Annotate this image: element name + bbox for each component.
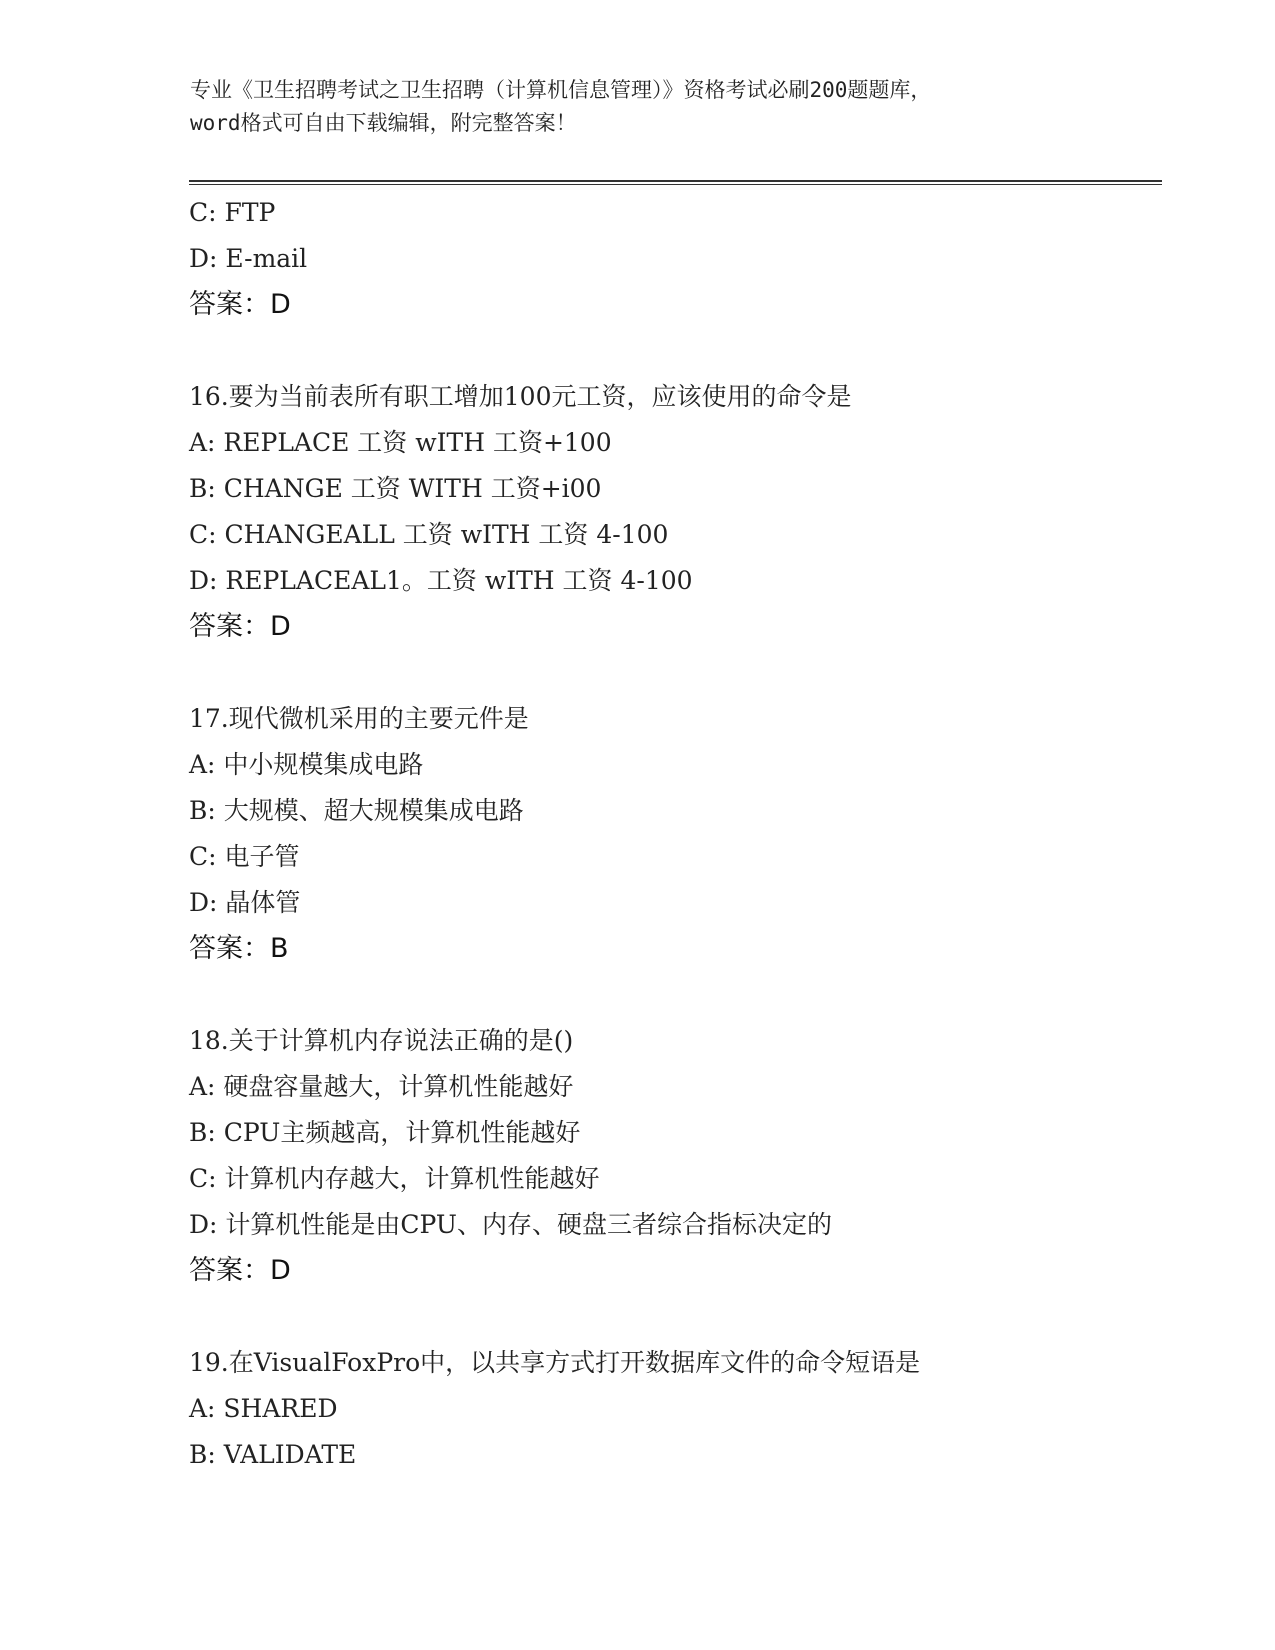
spacer — [189, 1294, 1169, 1340]
question-content — [189, 190, 1169, 1478]
question-stem: 16.要为当前表所有职工增加100元工资，应该使用的命令是 — [189, 382, 852, 411]
option-line: B: CPU主频越高，计算机性能越好 — [189, 1118, 581, 1147]
option-line: D: E-mail — [189, 244, 308, 273]
question-stem: 19.在VisualFoxPro中，以共享方式打开数据库文件的命令短语是 — [189, 1348, 921, 1377]
option-line: A: REPLACE 工资 wITH 工资+100 — [189, 428, 612, 457]
option-line: B: CHANGE 工资 WITH 工资+i00 — [189, 474, 602, 503]
option-line: C: 电子管 — [189, 842, 300, 871]
question-stem: 17.现代微机采用的主要元件是 — [189, 704, 529, 733]
option-line: D: 计算机性能是由CPU、内存、硬盘三者综合指标决定的 — [189, 1210, 832, 1239]
spacer — [189, 650, 1169, 696]
header-line-1: 专业《卫生招聘考试之卫生招聘（计算机信息管理）》资格考试必刷200题题库， — [190, 78, 932, 102]
answer-line: 答案：B — [189, 933, 289, 964]
answer-line: 答案：D — [189, 611, 291, 642]
option-line: C: 计算机内存越大，计算机性能越好 — [189, 1164, 600, 1193]
header-divider — [189, 180, 1162, 185]
spacer — [189, 972, 1169, 1018]
document-header — [190, 74, 1110, 140]
option-line: A: 中小规模集成电路 — [189, 750, 424, 779]
option-line: B: VALIDATE — [189, 1440, 357, 1469]
answer-line: 答案：D — [189, 1255, 291, 1286]
option-line: C: FTP — [189, 198, 276, 227]
option-line: D: REPLACEAL1。工资 wITH 工资 4-100 — [189, 566, 693, 595]
option-line: D: 晶体管 — [189, 888, 301, 917]
answer-line: 答案：D — [189, 289, 291, 320]
option-line: B: 大规模、超大规模集成电路 — [189, 796, 524, 825]
option-line: A: 硬盘容量越大，计算机性能越好 — [189, 1072, 574, 1101]
question-stem: 18.关于计算机内存说法正确的是() — [189, 1026, 574, 1055]
header-line-2: word格式可自由下载编辑，附完整答案！ — [190, 111, 577, 135]
option-line: A: SHARED — [189, 1394, 338, 1423]
option-line: C: CHANGEALL 工资 wITH 工资 4-100 — [189, 520, 669, 549]
spacer — [189, 328, 1169, 374]
